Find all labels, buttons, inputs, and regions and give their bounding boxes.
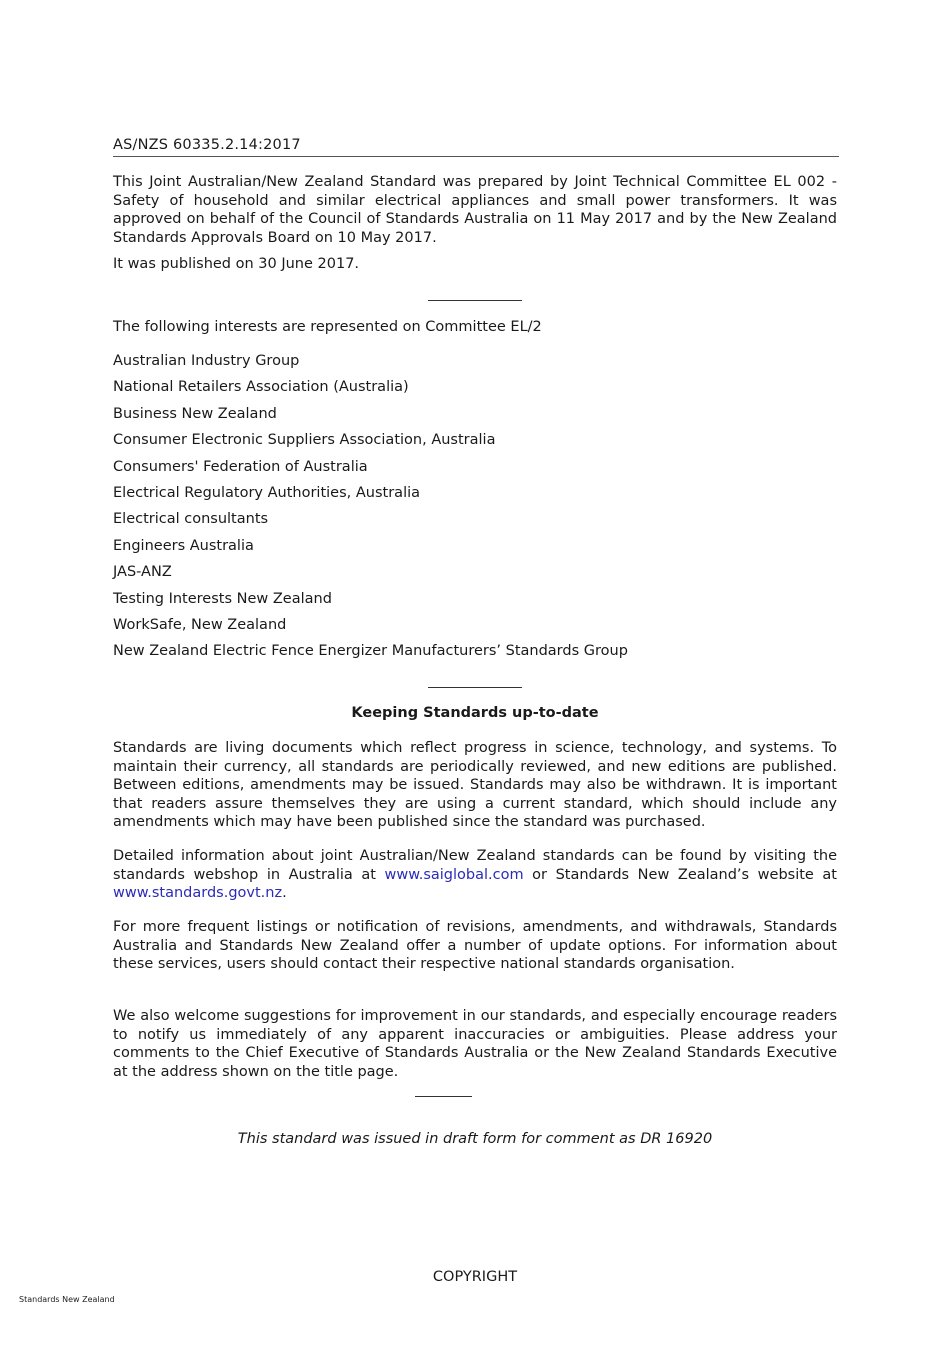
standard-code: AS/NZS 60335.2.14:2017: [113, 137, 301, 153]
footer-watermark: Standards New Zealand: [19, 1295, 115, 1304]
keeping-paragraph-2: [113, 847, 837, 903]
section-divider-3: [415, 1096, 472, 1097]
list-item: National Retailers Association (Australia): [113, 379, 409, 396]
saiglobal-link[interactable]: www.saiglobal.com: [384, 866, 524, 883]
section-divider-1: [428, 300, 522, 301]
prepared-paragraph: This Joint Australian/New Zealand Standard was prepared by Joint Technical Committee EL 002 - Safety of household and similar electrical appliances and small power transformers. It was approved on behalf of the Council of Standards Australia on 11 May 2017 and by the New Zealand Standards Approvals Board on 10 May 2017.: [113, 174, 837, 246]
list-item: Engineers Australia: [113, 537, 254, 554]
list-item: Australian Industry Group: [113, 353, 300, 369]
keeping-paragraph-4: We also welcome suggestions for improvement in our standards, and especially encourage readers to notify us immediately of any apparent inaccuracies or ambiguities. Please address your comments to the Chief Executive of Standards Australia or the New Zealand Standards Executive at the address shown on the title page.: [113, 1008, 837, 1080]
interests-intro: The following interests are represented on Committee EL/2: [113, 319, 542, 335]
list-item: Electrical Regulatory Authorities, Australia: [113, 484, 421, 501]
keeping-standards-heading: Keeping Standards up-to-date: [351, 705, 599, 721]
standards-nz-link[interactable]: www.standards.govt.nz: [113, 885, 283, 901]
paragraph-text: .: [282, 885, 287, 901]
section-divider-2: [428, 687, 522, 688]
interests-list: [113, 351, 628, 668]
list-item: WorkSafe, New Zealand: [113, 616, 287, 633]
draft-note: This standard was issued in draft form for comment as DR 16920: [237, 1131, 713, 1147]
list-item: Electrical consultants: [113, 511, 269, 528]
list-item: Consumer Electronic Suppliers Association, Australia: [113, 432, 496, 449]
paragraph-text: or Standards New Zealand’s website at: [523, 866, 837, 883]
list-item: Business New Zealand: [113, 405, 277, 422]
keeping-paragraph-3: For more frequent listings or notification of revisions, amendments, and withdrawals, Standards Australia and Standards New Zealand offer a number of update options. For information about these services, users should contact their respective national standards organisation.: [113, 919, 837, 972]
keeping-paragraph-1: Standards are living documents which reflect progress in science, technology, and systems. To maintain their currency, all standards are periodically reviewed, and new editions are published. Between editions, amendments may be issued. Standards may also be withdrawn. It is important that readers assure themselves they are using a current standard, which should include any amendments which may have been published since the standard was purchased.: [113, 740, 837, 830]
list-item: Consumers' Federation of Australia: [113, 458, 368, 475]
list-item: New Zealand Electric Fence Energizer Manufacturers’ Standards Group: [113, 643, 628, 660]
published-paragraph: It was published on 30 June 2017.: [113, 256, 360, 272]
paragraph-text: Detailed information about joint Australian/New Zealand standards can be found by visiting the standards webshop in Australia at: [113, 848, 837, 883]
list-item: Testing Interests New Zealand: [113, 590, 332, 607]
header-divider: [113, 156, 839, 157]
copyright-label: COPYRIGHT: [432, 1269, 518, 1285]
list-item: JAS-ANZ: [113, 564, 172, 581]
